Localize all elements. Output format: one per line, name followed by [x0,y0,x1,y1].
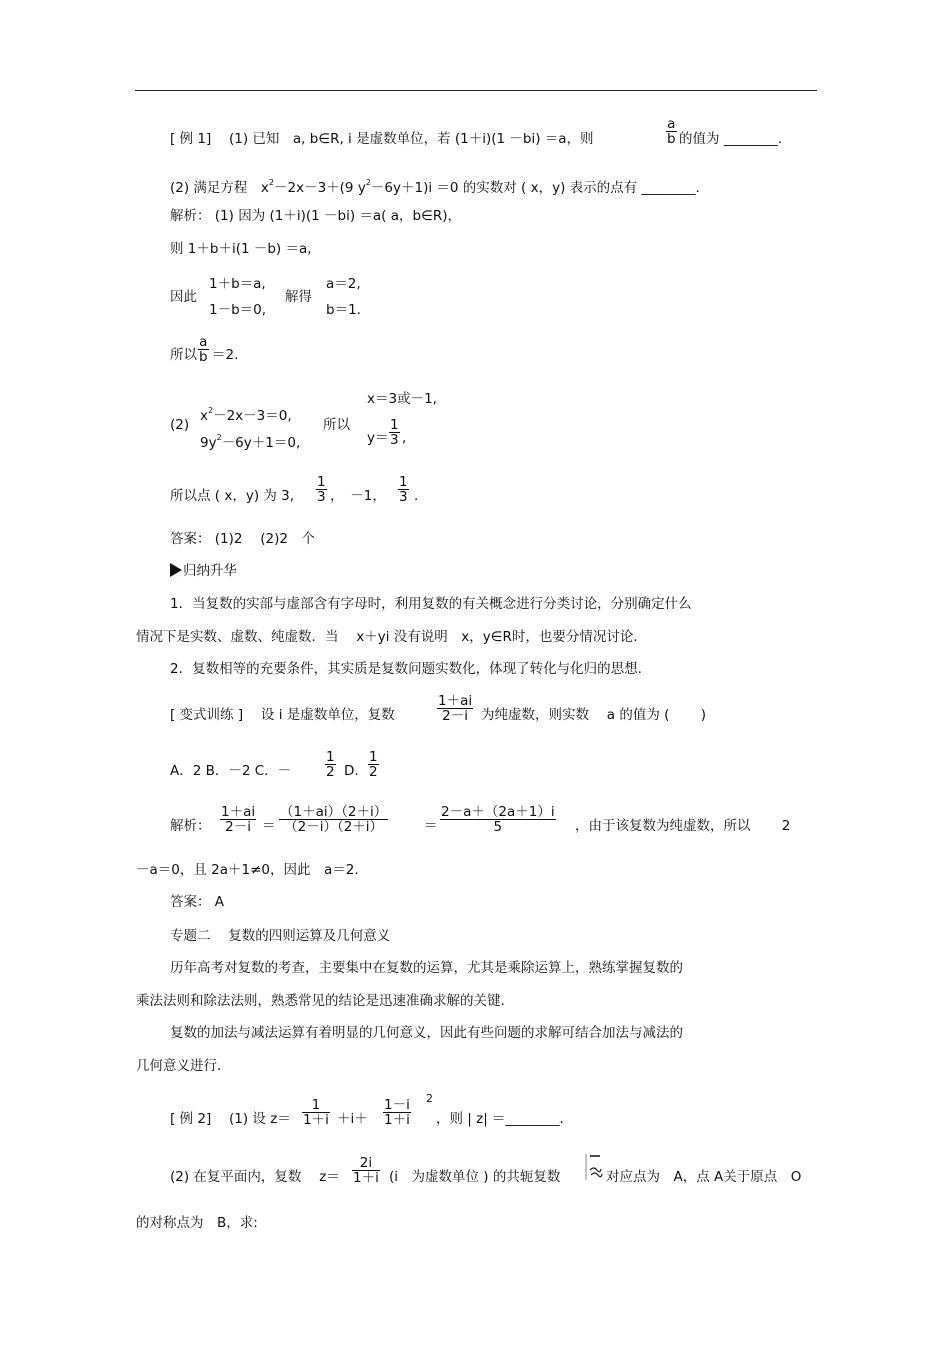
example2-question2-middle: (i 为虚数单位 ) 的共轭复数 [389,1169,561,1185]
example1-part2-eq2: $9y^2-6y+1=0$, [200,433,301,451]
topic2-paragraph1-line1: 历年高考对复数的考查，主要集中在复数的运算，尤其是乘除运算上，熟练掌握复数的 [170,960,683,976]
topic2-paragraph1-line2: 乘法法则和除法法则，熟悉常见的结论是迅速准确求解的关键. [136,993,505,1009]
variant-answer: 答案： A [170,894,225,910]
variant-question: [ 变式训练 ] 设 i 是虚数单位，复数 [170,707,395,723]
example1-part2-label: (2) [170,417,190,433]
example1-so-label: 所以 [170,347,197,363]
example1-question1-tail: 的值为 ________. [679,131,783,147]
example2-question1: [ 例 2] (1) 设 z＝ [170,1111,291,1127]
variant-solution-equals1: ＝ [262,818,276,834]
variant-solution-fraction3: $\frac{2-a+(2a+1)i}{5}$ [441,804,555,835]
example1-points-fraction1: $\frac{1}{3}$ [317,474,326,505]
example1-solution-line1: 解析： (1) 因为 (1＋i)(1 －bi) ＝a( a，b∈R)， [170,208,461,224]
example2-question1-plus: ＋i＋ [337,1111,368,1127]
summary-point2: 2．复数相等的充要条件，其实质是复数问题实数化，体现了转化与化归的思想. [170,661,642,677]
header-rule [135,90,817,91]
conjugate-z-icon [585,1152,603,1182]
example1-points-middle: ， －1， [330,488,386,504]
example1-part2-y-label: y＝ [367,430,389,446]
example2-fraction3: $\frac{2i}{1+i}$ [353,1155,379,1186]
example1-therefore-label: 因此 [170,289,197,305]
variant-options: A．2 B．－2 C．－ [170,763,292,779]
example1-solve-label: 解得 [285,289,312,305]
variant-solution-tail: ，由于该复数为纯虚数，所以 2 [575,818,791,834]
variant-solution-equals2: ＝ [424,818,438,834]
example1-solution-line2: 则 1＋b＋i(1 －b) ＝a, [170,241,312,257]
topic2-paragraph2-line1: 复数的加法与减法运算有着明显的几何意义，因此有些问题的求解可结合加法与减法的 [170,1025,683,1041]
example1-system-eq1: 1＋b＝a, [209,276,266,292]
triangle-bullet-icon [170,563,182,577]
example2-fraction1: $\frac{1}{1+i}$ [303,1097,329,1128]
variant-solution-label: 解析： [170,818,211,834]
example1-part2-eq1: $x^2-2x-3=0$, [200,406,292,424]
example2-question2-tail: 对应点为 A，点 A关于原点 O [606,1169,802,1185]
example1-part2-x-result: x＝3或－1, [367,391,437,407]
example1-answer: 答案： (1)2 (2)2 个 [170,531,316,547]
example1-result-value: ＝2. [212,347,239,363]
example2-exponent: 2 [426,1092,433,1105]
example2-fraction2: $\frac{1-i}{1+i}$ [384,1097,410,1128]
example2-question1-tail: ，则 | z| ＝________. [436,1111,564,1127]
example1-points-end: . [414,488,419,504]
example1-question1: [ 例 1] (1) 已知 a, b∈R, i 是虚数单位，若 (1＋i)(1 －bi) ＝a，则 [170,131,594,147]
example1-part2-y-fraction: $\frac{1}{3}$ [390,417,399,448]
topic2-heading: 专题二 复数的四则运算及几何意义 [170,928,391,944]
summary-point1-line2: 情况下是实数、虚数、纯虚数．当 x＋yi 没有说明 x，y∈R时，也要分情况讨论. [136,629,638,645]
example1-points-label: 所以点 ( x，y) 为 3, [170,488,295,504]
variant-option-d-fraction: $\frac{1}{2}$ [369,749,378,780]
variant-question-fraction: $\frac{1+ai}{2-i}$ [438,693,473,724]
example1-fraction-a-over-b: $\frac{a}{b}$ [667,116,676,147]
example1-result-b: b＝1. [326,302,361,318]
example1-result-a: a＝2, [326,276,361,292]
summary-point1-line1: 1．当复数的实部与虚部含有字母时，利用复数的有关概念进行分类讨论，分别确定什么 [170,596,692,612]
example1-part2-y-comma: , [402,430,407,446]
example1-fraction-a-over-b-result: $\frac{a}{b}$ [199,334,208,365]
example1-question2: (2) 满足方程 $x^2-2x-3+(9$ $y^2-6y+1)i =0$ 的实数对 ( x，y) 表示的点有 ________. [170,178,700,196]
topic2-paragraph2-line2: 几何意义进行. [136,1058,222,1074]
variant-option-c-fraction: $\frac{1}{2}$ [326,749,335,780]
example2-question2: (2) 在复平面内，复数 z＝ [170,1169,340,1185]
variant-question-tail: 为纯虚数，则实数 a 的值为 ( ) [481,707,706,723]
variant-solution-line2: －a＝0，且 2a＋1≠0，因此 a＝2. [136,862,359,878]
example2-question2-line2: 的对称点为 B，求: [136,1215,258,1231]
example1-system-eq2: 1－b＝0, [209,302,267,318]
example1-points-fraction2: $\frac{1}{3}$ [399,474,408,505]
variant-solution-fraction1: $\frac{1+ai}{2-i}$ [221,804,256,835]
variant-solution-fraction2: $\frac{(1+ai)(2+i)}{(2-i)(2+i)}$ [280,804,388,835]
example1-part2-so-label: 所以 [323,417,350,433]
variant-option-d: D. [344,763,359,779]
summary-heading: 归纳升华 [170,563,237,579]
